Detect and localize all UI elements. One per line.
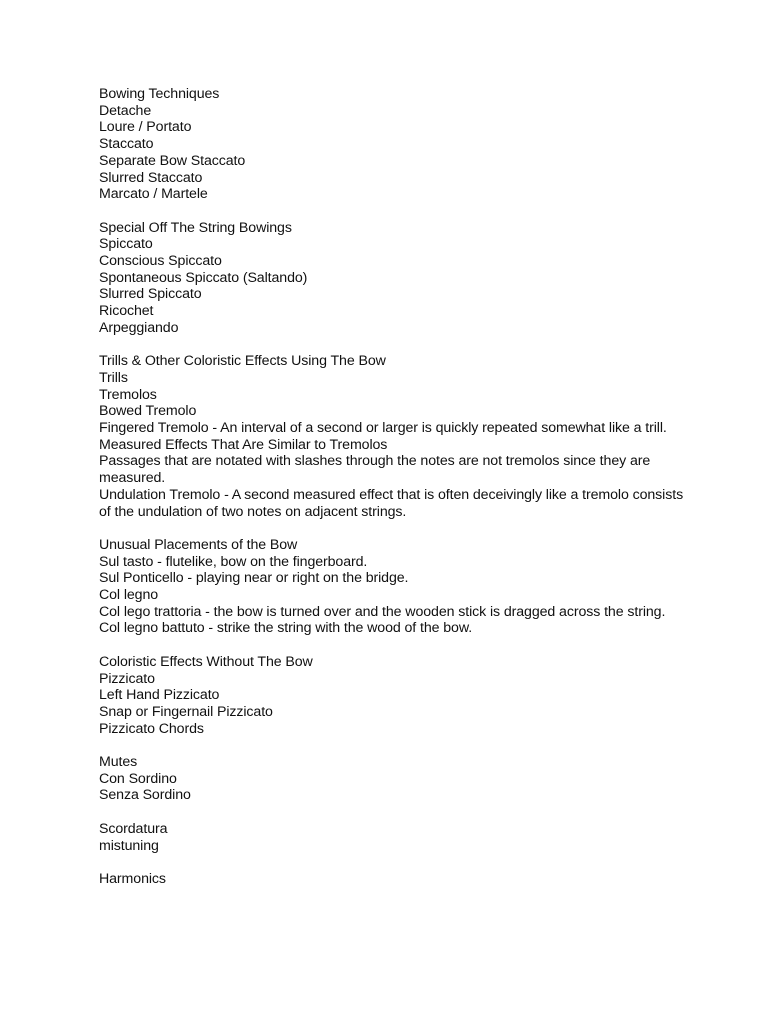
section-unusual-placements xyxy=(99,537,689,637)
list-item: Detache xyxy=(99,102,152,119)
section-heading: Bowing Techniques xyxy=(99,86,220,102)
list-item: Left Hand Pizzicato xyxy=(99,687,220,704)
list-item: Fingered Tremolo - An interval of a second or larger is quickly repeated somewhat like a trill. xyxy=(99,420,667,437)
list-item: Col legno battuto - strike the string with the wood of the bow. xyxy=(99,620,473,637)
list-item: Snap or Fingernail Pizzicato xyxy=(99,703,273,720)
list-item: Spontaneous Spiccato (Saltando) xyxy=(99,269,308,286)
list-item: Slurred Staccato xyxy=(99,169,203,186)
list-item: Separate Bow Staccato xyxy=(99,152,246,169)
section-scordatura xyxy=(99,821,689,854)
list-item: Con Sordino xyxy=(99,770,177,787)
list-item: Staccato xyxy=(99,136,154,153)
section-heading: Coloristic Effects Without The Bow xyxy=(99,653,313,670)
list-item: Spiccato xyxy=(99,236,153,253)
list-item: Passages that are notated with slashes through the notes are not tremolos since they are measured. xyxy=(99,453,651,487)
list-item: Tremolos xyxy=(99,386,157,403)
list-item: Slurred Spiccato xyxy=(99,286,202,303)
list-item: Arpeggiando xyxy=(99,319,179,336)
list-item: Conscious Spiccato xyxy=(99,253,222,270)
document-body xyxy=(99,86,689,904)
section-heading: Scordatura xyxy=(99,820,168,837)
section-heading: Special Off The String Bowings xyxy=(99,219,292,236)
list-item: Loure / Portato xyxy=(99,119,192,136)
list-item: Sul Ponticello - playing near or right on the bridge. xyxy=(99,570,409,587)
list-item: Ricochet xyxy=(99,303,154,320)
section-effects-without-bow xyxy=(99,654,689,738)
list-item: Bowed Tremolo xyxy=(99,403,197,420)
section-heading: Mutes xyxy=(99,754,138,771)
list-item: Senza Sordino xyxy=(99,787,191,804)
list-item: mistuning xyxy=(99,837,159,854)
section-bowing-techniques xyxy=(99,86,689,203)
list-item: Col legno xyxy=(99,587,159,604)
section-heading: Unusual Placements of the Bow xyxy=(99,536,298,553)
list-item: Trills xyxy=(99,369,128,386)
section-trills-coloristic xyxy=(99,353,689,520)
list-item: Sul tasto - flutelike, bow on the fingerboard. xyxy=(99,553,368,570)
section-mutes xyxy=(99,754,689,804)
list-item: Undulation Tremolo - A second measured effect that is often deceivingly like a tremolo consists of the undulation of two notes on adjacent strings. xyxy=(99,486,684,520)
section-heading: Harmonics xyxy=(99,870,166,887)
section-off-string-bowings xyxy=(99,220,689,337)
list-item: Measured Effects That Are Similar to Tremolos xyxy=(99,436,388,453)
list-item: Pizzicato xyxy=(99,670,155,687)
list-item: Marcato / Martele xyxy=(99,186,208,203)
list-item: Pizzicato Chords xyxy=(99,720,204,737)
section-heading: Trills & Other Coloristic Effects Using The Bow xyxy=(99,353,386,370)
section-harmonics xyxy=(99,871,689,888)
list-item: Col lego trattoria - the bow is turned over and the wooden stick is dragged across the string. xyxy=(99,603,666,620)
